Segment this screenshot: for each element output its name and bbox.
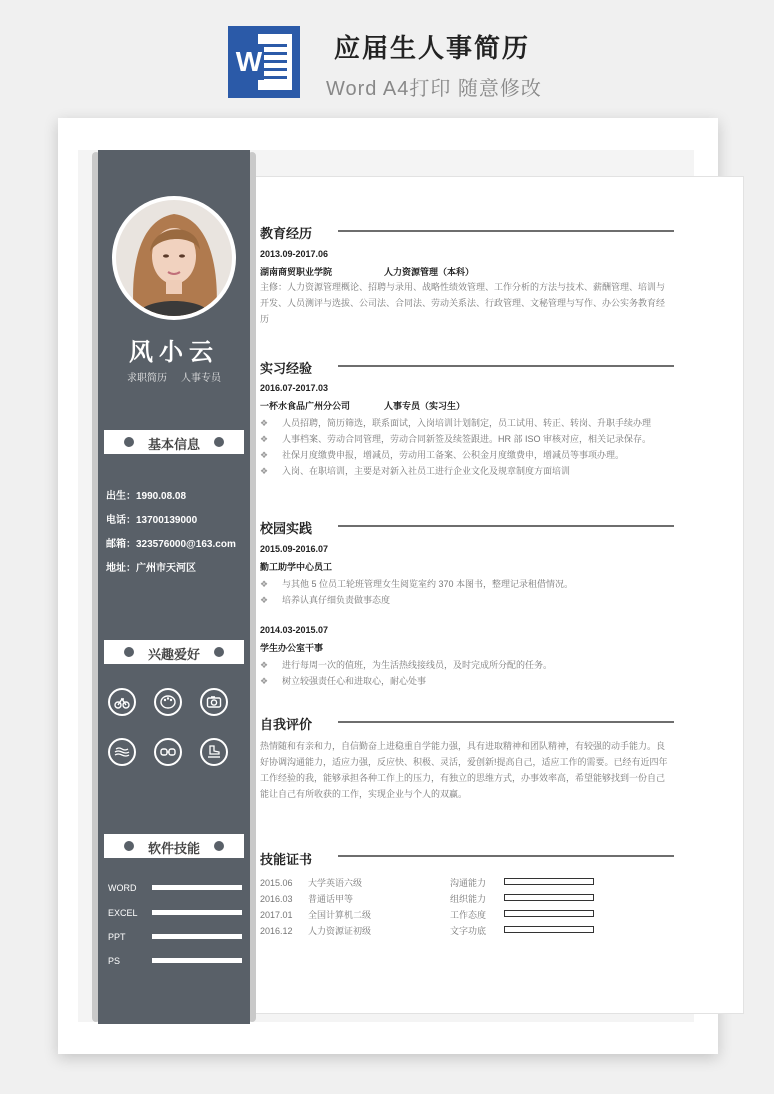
skill-label: PPT — [108, 932, 126, 942]
skill-label: PS — [108, 956, 121, 966]
skill-bar — [152, 885, 242, 890]
campus-role: 勤工助学中心员工 — [260, 562, 333, 572]
skill-bar — [152, 910, 242, 915]
software-skills-header: 软件技能 — [104, 834, 244, 858]
info-birth: 出生：1990.08.08 — [106, 491, 187, 502]
profile-role: 求职简历 人事专员 — [127, 373, 221, 384]
avatar — [112, 196, 236, 320]
ability-bar — [504, 894, 594, 901]
skill-label: EXCEL — [108, 908, 138, 918]
section-divider — [338, 525, 674, 527]
ability-label: 文字功底 — [450, 926, 487, 936]
header-title: 应届生人事简历 — [334, 33, 531, 63]
cert-row: 2016.12 人力资源证初级 — [260, 926, 372, 936]
hobbies-header: 兴趣爱好 — [104, 640, 244, 664]
campus-date: 2014.03-2015.07 — [260, 625, 329, 635]
self-eval-title: 自我评价 — [260, 717, 313, 732]
page-header — [0, 0, 774, 118]
painting-palette-icon — [154, 688, 182, 716]
list-item: ❖ 树立较强责任心和进取心，耐心处事 — [260, 676, 427, 686]
skill-label: WORD — [108, 883, 137, 893]
info-phone: 电话：13700139000 — [106, 515, 198, 526]
education-title: 教育经历 — [260, 226, 313, 241]
basic-info-header: 基本信息 — [104, 430, 244, 454]
campus-title: 校园实践 — [260, 521, 313, 536]
info-address: 地址：广州市天河区 — [106, 563, 196, 574]
internship-date: 2016.07-2017.03 — [260, 383, 329, 393]
list-item: ❖ 入岗、在职培训，主要是对新入社员工进行企业文化及规章制度方面培训 — [260, 466, 571, 476]
self-eval-text: 热情随和有亲和力，自信勤奋上进稳重自学能力强，具有进取精神和团队精神，有较强的动手能力。良好协调沟通能力，适应力强，反应快、积极、灵活，爱创新!提高自己，适应工作的需要。已经有近四年工作经验的我，能够承担各种工作上的压力，有独立的思维方式，办事效率高，希望能够找到一份自己能让自己有所收获的工作，实现企业与个人的双赢。 — [260, 741, 668, 799]
diving-goggles-icon — [154, 738, 182, 766]
skating-icon — [200, 738, 228, 766]
cert-row: 2017.01 全国计算机二级 — [260, 910, 372, 920]
skills-certs-title: 技能证书 — [260, 852, 313, 867]
campus-date: 2015.09-2016.07 — [260, 544, 329, 554]
section-divider — [338, 230, 674, 232]
profile-name: 风小云 — [129, 339, 219, 366]
word-icon: W — [228, 26, 300, 98]
education-desc: 主修：人力资源管理概论、招聘与录用、战略性绩效管理、工作分析的方法与技术、薪酬管理、培训与开发、人员测评与选拔、公司法、合同法、劳动关系法、行政管理、文秘管理与写作、办公实务教育经历 — [260, 282, 666, 324]
list-item: ❖ 社保月度缴费申报，增减员，劳动用工备案、公积金月度缴费申，增减员等事项办理。 — [260, 450, 625, 460]
list-item: ❖ 人事档案、劳动合同管理，劳动合同新签及续签跟进。HR 部 ISO 审核对应，相关记录保存。 — [260, 434, 652, 444]
cert-row: 2015.06 大学英语六级 — [260, 878, 363, 888]
header-subtitle: Word A4打印 随意修改 — [326, 78, 542, 100]
internship-title: 实习经验 — [260, 361, 313, 376]
section-divider — [338, 365, 674, 367]
info-email: 邮箱：323576000@163.com — [106, 539, 236, 550]
swimming-icon — [108, 738, 136, 766]
education-school: 湖南商贸职业学院 — [260, 267, 333, 277]
ability-label: 沟通能力 — [450, 878, 487, 888]
education-date: 2013.09-2017.06 — [260, 249, 329, 259]
internship-company: 一杯水食品广州分公司 — [260, 401, 351, 411]
education-major: 人力资源管理（本科） — [384, 267, 475, 277]
list-item: ❖ 培养认真仔细负责做事态度 — [260, 595, 391, 605]
cycling-icon — [108, 688, 136, 716]
section-divider — [338, 855, 674, 857]
ability-bar — [504, 910, 594, 917]
campus-role: 学生办公室干事 — [260, 643, 324, 653]
cert-row: 2016.03 普通话甲等 — [260, 894, 354, 904]
skill-bar — [152, 958, 242, 963]
internship-position: 人事专员（实习生） — [384, 401, 466, 411]
ability-bar — [504, 926, 594, 933]
ability-label: 组织能力 — [450, 894, 487, 904]
list-item: ❖ 与其他 5 位员工轮班管理女生阅览室约 370 本图书，整理记录租借情况。 — [260, 579, 574, 589]
list-item: ❖ 人员招聘，简历筛选，联系面试，入岗培训计划制定，员工试用、转正、转岗、升职手续办理 — [260, 418, 652, 428]
ability-label: 工作态度 — [450, 910, 487, 920]
skill-bar — [152, 934, 242, 939]
list-item: ❖ 进行每周一次的值班，为生活热线接线员，及时完成所分配的任务。 — [260, 660, 553, 670]
section-divider — [338, 721, 674, 723]
ability-bar — [504, 878, 594, 885]
camera-icon — [200, 688, 228, 716]
